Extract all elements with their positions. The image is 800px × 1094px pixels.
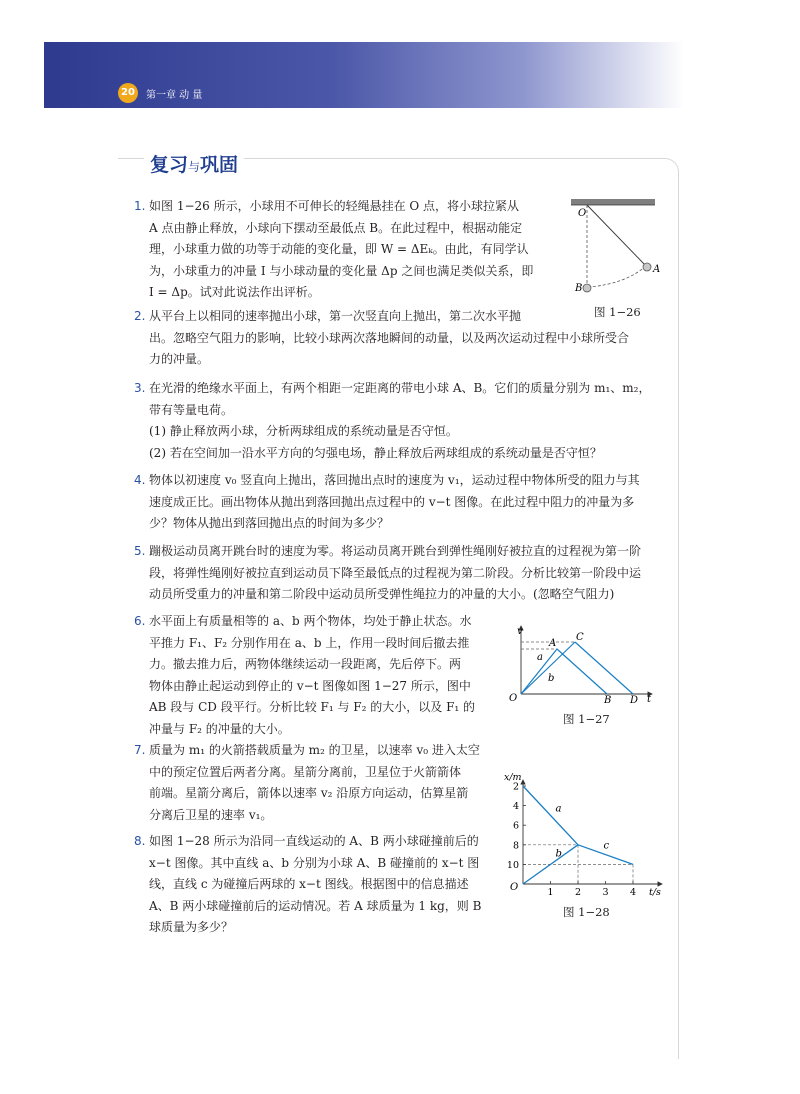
question-6: 6. 水平面上有质量相等的 a、b 两个物体，均处于静止状态。水 平推力 F₁、F₂ 分别作用在 a、b 上，作用一段时间后撤去推 力。撤去推力后，两物体继续运动一段距离，先后停下。两 物体由静止起运动到停止的 v−t 图像如图 1−27 所示，图中 AB 段与 CD 段平行。分析比较 F₁ 与 F₂ 的大小，以及 F₁ 的 冲量与 F₂ 的冲量的大小。: [134, 614, 476, 736]
figure-1-26: [565, 198, 665, 300]
rope: [587, 205, 646, 266]
label-d-point: D: [630, 695, 639, 704]
label-o: O: [578, 208, 587, 219]
question-2: 2. 从平台上以相同的速率抛出小球，第一次竖直向上抛出，第二次水平抛 出。忽略空气阻力的影响，比较小球两次落地瞬间的动量，以及两次运动过程中小球所受合 力的冲量。: [134, 309, 630, 366]
page-number: 20: [118, 83, 138, 103]
y-tick-label: 2: [512, 781, 519, 793]
ball-a: [643, 263, 651, 271]
ball-b: [583, 284, 591, 292]
label-line-b: b: [548, 673, 555, 684]
figure-1-28: [502, 770, 672, 898]
figure-1-27: [504, 622, 664, 704]
y-tick-label: 10: [506, 859, 519, 871]
y-tick-label: 8: [512, 840, 519, 852]
figure-1-28-caption: 图 1−28: [563, 905, 610, 919]
x-tick-label: 3: [602, 887, 609, 898]
label-t: t: [647, 694, 652, 704]
series-label-c: c: [603, 840, 610, 852]
label-line-a: a: [537, 652, 543, 663]
question-3: 3. 在光滑的绝缘水平面上，有两个相距一定距离的带电小球 A、B。它们的质量分别为 m₁、m₂， 带有等量电荷。 (1) 静止释放两小球，分析两球组成的系统动量是否守恒。 (2) 若在空间加一沿水平方向的匀强电场，静止释放后两球组成的系统动量是否守恒？: [134, 381, 651, 460]
y-tick-label: 4: [512, 801, 519, 813]
x-tick-label: 1: [547, 887, 554, 898]
ceiling: [571, 199, 655, 205]
y-axis-label: x/m: [504, 772, 522, 783]
question-4: 4. 物体以初速度 v₀ 竖直向上抛出，落回抛出点时的速度为 v₁，运动过程中物体所受的阻力与其 速度成正比。画出物体从抛出到落回抛出点过程中的 v−t 图像。在此过程中阻力的冲量为多 少？物体从抛出到落回抛出点的时间为多少？: [134, 473, 640, 530]
label-a-point: A: [549, 638, 557, 649]
question-5: 5. 蹦极运动员离开跳台时的速度为零。将运动员离开跳台到弹性绳刚好被拉直的过程视为第一阶 段，将弹性绳刚好被拉直到运动员下降至最低点的过程视为第二阶段。分析比较第一阶段中运 动员所受重力的冲量和第二阶段中运动员所受弹性绳拉力的冲量的大小。(忽略空气阻力): [134, 544, 642, 601]
figure-1-26-caption: 图 1−26: [594, 305, 641, 319]
x-axis-label: t/s: [649, 887, 661, 898]
label-b: B: [575, 283, 583, 294]
label-a: A: [653, 264, 661, 275]
section-title: 复习与巩固: [144, 150, 244, 177]
label-c-point: C: [576, 632, 584, 643]
question-1: 1. 如图 1−26 所示，小球用不可伸长的轻绳悬挂在 O 点，将小球拉紧从 A 点由静止释放，小球向下摆动至最低点 B。在此过程中，根据动能定 理，小球重力做的功等于动能的变化量，即 W = ΔEₖ。由此，有同学认 为，小球重力的冲量 I 与小球动量的变化量 Δp 之间也满足类似关系，即 I = Δp。试对此说法作出评析。: [134, 199, 534, 299]
label-b-point: B: [604, 695, 612, 704]
question-7: 7. 质量为 m₁ 的火箭搭载质量为 m₂ 的卫星，以速率 v₀ 进入太空 中的预定位置后两者分离。星箭分离前，卫星位于火箭箭体 前端。星箭分离后，箭体以速率 v₂ 沿原方向运动，估算星箭 分离后卫星的速率 v₁。: [134, 743, 480, 822]
line-b-rise: [521, 642, 575, 694]
x-tick-label: 4: [629, 887, 637, 898]
y-tick-label: 6: [512, 820, 519, 832]
series-line-a: [523, 786, 578, 845]
question-8: 8. 如图 1−28 所示为沿同一直线运动的 A、B 两小球碰撞前后的 x−t 图像。其中直线 a、b 分别为小球 A、B 碰撞前的 x−t 图 线，直线 c 为碰撞后两球的 x−t 图线。根据图中的信息描述 A、B 两小球碰撞前后的运动情况。若 A 球质量为 1 kg，则 B 球质量为多少？: [134, 834, 482, 934]
label-v: v: [517, 626, 523, 637]
series-label-a: a: [555, 803, 562, 815]
swing-arc: [589, 266, 646, 287]
x-tick-label: 2: [574, 887, 582, 898]
series-label-b: b: [555, 848, 562, 860]
origin-label: O: [510, 882, 519, 893]
chapter-banner: [44, 42, 684, 108]
label-o: O: [509, 693, 518, 704]
figure-1-27-caption: 图 1−27: [563, 712, 610, 726]
line-ab: [557, 649, 607, 694]
line-cd: [575, 642, 633, 694]
chapter-title: 第一章 动 量: [146, 90, 203, 101]
